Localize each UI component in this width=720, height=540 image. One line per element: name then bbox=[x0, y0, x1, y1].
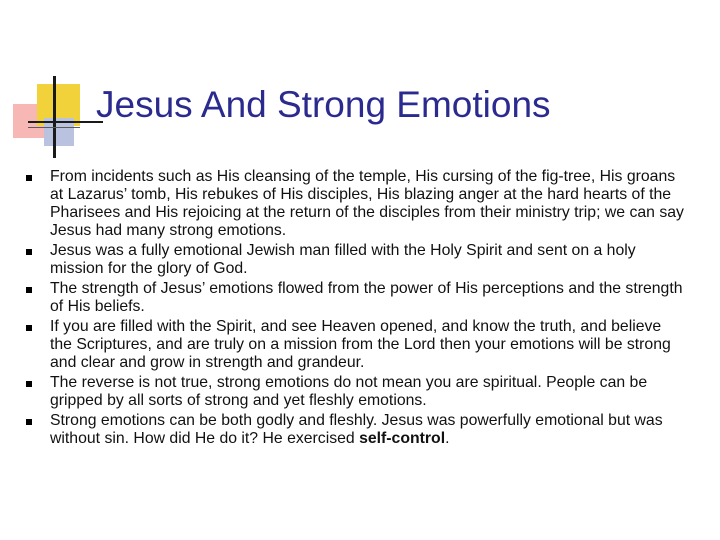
bullet-item bbox=[26, 280, 686, 316]
sentence-end: . bbox=[445, 430, 450, 447]
bullet-item bbox=[26, 242, 686, 278]
slide-title: Jesus And Strong Emotions bbox=[96, 84, 551, 125]
bullet-text: From incidents such as His cleansing of the temple, His cursing of the fig-tree, His groans at Lazarus’ tomb, His rebukes of His disciples, His blazing anger at the hard hearts of the Pharisees and His rejoicing at the return of the disciples from their ministry trip; we can say Jesus had many strong emotions. bbox=[50, 168, 684, 239]
bullet-text: If you are filled with the Spirit, and see Heaven opened, and know the truth, and believe the Scriptures, and are truly on a mission from the Lord then your emotions will be strong and clear and grow in strength and grandeur. bbox=[50, 318, 671, 371]
bullet-item bbox=[26, 374, 686, 410]
square-bullet-icon bbox=[26, 175, 32, 181]
square-bullet-icon bbox=[26, 381, 32, 387]
bullet-list bbox=[26, 168, 686, 450]
bullet-item bbox=[26, 412, 686, 448]
horizontal-line-decoration bbox=[28, 121, 103, 123]
bold-keyword: self-control bbox=[359, 430, 446, 447]
horizontal-thin-line-decoration bbox=[28, 127, 80, 128]
square-bullet-icon bbox=[26, 287, 32, 293]
square-bullet-icon bbox=[26, 249, 32, 255]
bullet-text: Jesus was a fully emotional Jewish man filled with the Holy Spirit and sent on a holy mission for the glory of God. bbox=[50, 242, 636, 277]
corner-logo-decoration bbox=[0, 0, 110, 170]
bullet-text: The reverse is not true, strong emotions do not mean you are spiritual. People can be gripped by all sorts of strong and yet fleshly emotions. bbox=[50, 374, 648, 409]
bullet-text: Strong emotions can be both godly and fleshly. Jesus was powerfully emotional but was without sin. How did He do it? He exercised bbox=[50, 412, 663, 447]
square-bullet-icon bbox=[26, 419, 32, 425]
bullet-item bbox=[26, 168, 686, 240]
square-bullet-icon bbox=[26, 325, 32, 331]
bullet-item bbox=[26, 318, 686, 372]
vertical-line-decoration bbox=[53, 76, 56, 158]
bullet-text: The strength of Jesus’ emotions flowed from the power of His perceptions and the strength of His beliefs. bbox=[50, 280, 683, 315]
